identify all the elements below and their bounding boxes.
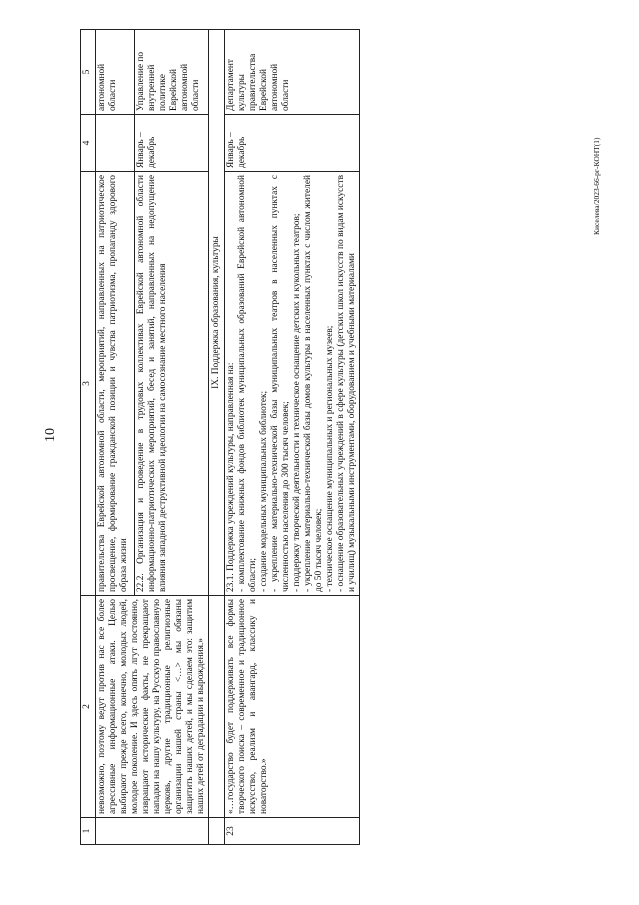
page-number: 10 xyxy=(43,428,58,442)
measure-item: - комплектование книжных фондов библиотек муниципальных образований Еврейской автономной области; xyxy=(237,175,258,592)
rotated-table-wrapper xyxy=(80,51,570,845)
section-row xyxy=(209,30,225,845)
period-cell xyxy=(225,115,360,172)
table-header-row xyxy=(81,30,96,845)
executor-22-2: Управление по внутренней политике Еврейской автономной области xyxy=(135,51,201,111)
table-row xyxy=(96,30,135,845)
measure-22-2: 22.2. Организация и проведение в трудовых коллективах Еврейской автономной области информационно-патриотических мероприятий, бесед и занятий, направленных на недопущение влияния западной деструктивной идеологии на самосознание местного населения xyxy=(135,175,168,592)
measure-item: - поддержку творческой деятельности и техническое оснащение детских и кукольных театров; xyxy=(292,213,302,592)
section-empty-cell xyxy=(209,596,225,818)
header-col-4: 4 xyxy=(81,115,96,172)
measure-continuation: правительства Еврейской автономной области, мероприятий, направленных на патриотическое просвещение, формирование гражданской позиции и чувства патриотизма, пропаганду здорового образа жизни xyxy=(97,175,129,592)
executor-cell xyxy=(96,30,135,115)
period-cell xyxy=(134,115,208,172)
table-row xyxy=(225,30,360,845)
measure-cell xyxy=(96,172,135,596)
header-col-3: 3 xyxy=(81,172,96,596)
measure-item: - укрепление материально-технической базы домов культуры в населенных пунктах с числом жителей до 50 тысяч человек; xyxy=(303,175,324,592)
period-cell xyxy=(96,115,135,172)
measure-cell xyxy=(225,172,360,596)
executor-23: Департамент культуры правительства Еврейской автономной области xyxy=(226,53,291,111)
row-number-cell: 23 xyxy=(225,818,360,845)
header-col-2: 2 xyxy=(81,596,96,818)
quote-cell xyxy=(225,596,360,818)
executor-cell xyxy=(134,30,208,115)
section-empty-cell xyxy=(209,818,225,845)
section-title: IX. Поддержка образования, культуры xyxy=(209,30,225,596)
executor-continuation: автономной области xyxy=(97,63,118,111)
measure-item: - оснащение образовательных учреждений в сфере культуры (детских школ искусств по видам искусств и училищ) музыкальными инструментами, оборудованием и учебными материалами xyxy=(336,175,357,592)
period-23: Январь – декабрь xyxy=(226,132,247,168)
measure-item: - создание модельных муниципальных библиотек; xyxy=(259,390,269,592)
measure-item: - укрепление материально-технической базы муниципальных театров в населенных пунктах с численностью населения до 300 тысяч человек; xyxy=(270,175,291,592)
quote-text: невозможно, поэтому ведут против нас все более агрессивные информационные атаки. Целью выбирают прежде всего, конечно, молодых людей, молодое поколение. И здесь опять лгут постоянно, извращают исторические факты, не прекращают нападки на нашу культуру, на Русскую православную церковь, другие традиционные религиозные организации нашей страны <…> мы обязаны защитить наших детей, и мы сделаем это: защитим наших детей от деградации и вырождения.» xyxy=(97,599,206,814)
executor-cell xyxy=(225,30,360,115)
header-col-5: 5 xyxy=(81,30,96,115)
measure-item: - техническое оснащение муниципальных и региональных музеев; xyxy=(325,325,335,592)
measure-item: 23.1. Поддержка учреждений культуры, направленная на: xyxy=(226,362,236,592)
plan-table xyxy=(80,29,360,845)
header-col-1: 1 xyxy=(81,818,96,845)
quote-text: «…государство будет поддерживать все формы творческого поиска – современное и традиционное искусство, реализм и авангард, классику и новаторство.» xyxy=(226,599,269,814)
document-code: Киселева/2023-66-рг-КОНТ(1) xyxy=(592,137,601,235)
row-number-cell xyxy=(96,818,209,845)
measure-cell xyxy=(134,172,208,596)
period-22-2: Январь – декабрь xyxy=(135,132,157,168)
quote-cell xyxy=(96,596,209,818)
